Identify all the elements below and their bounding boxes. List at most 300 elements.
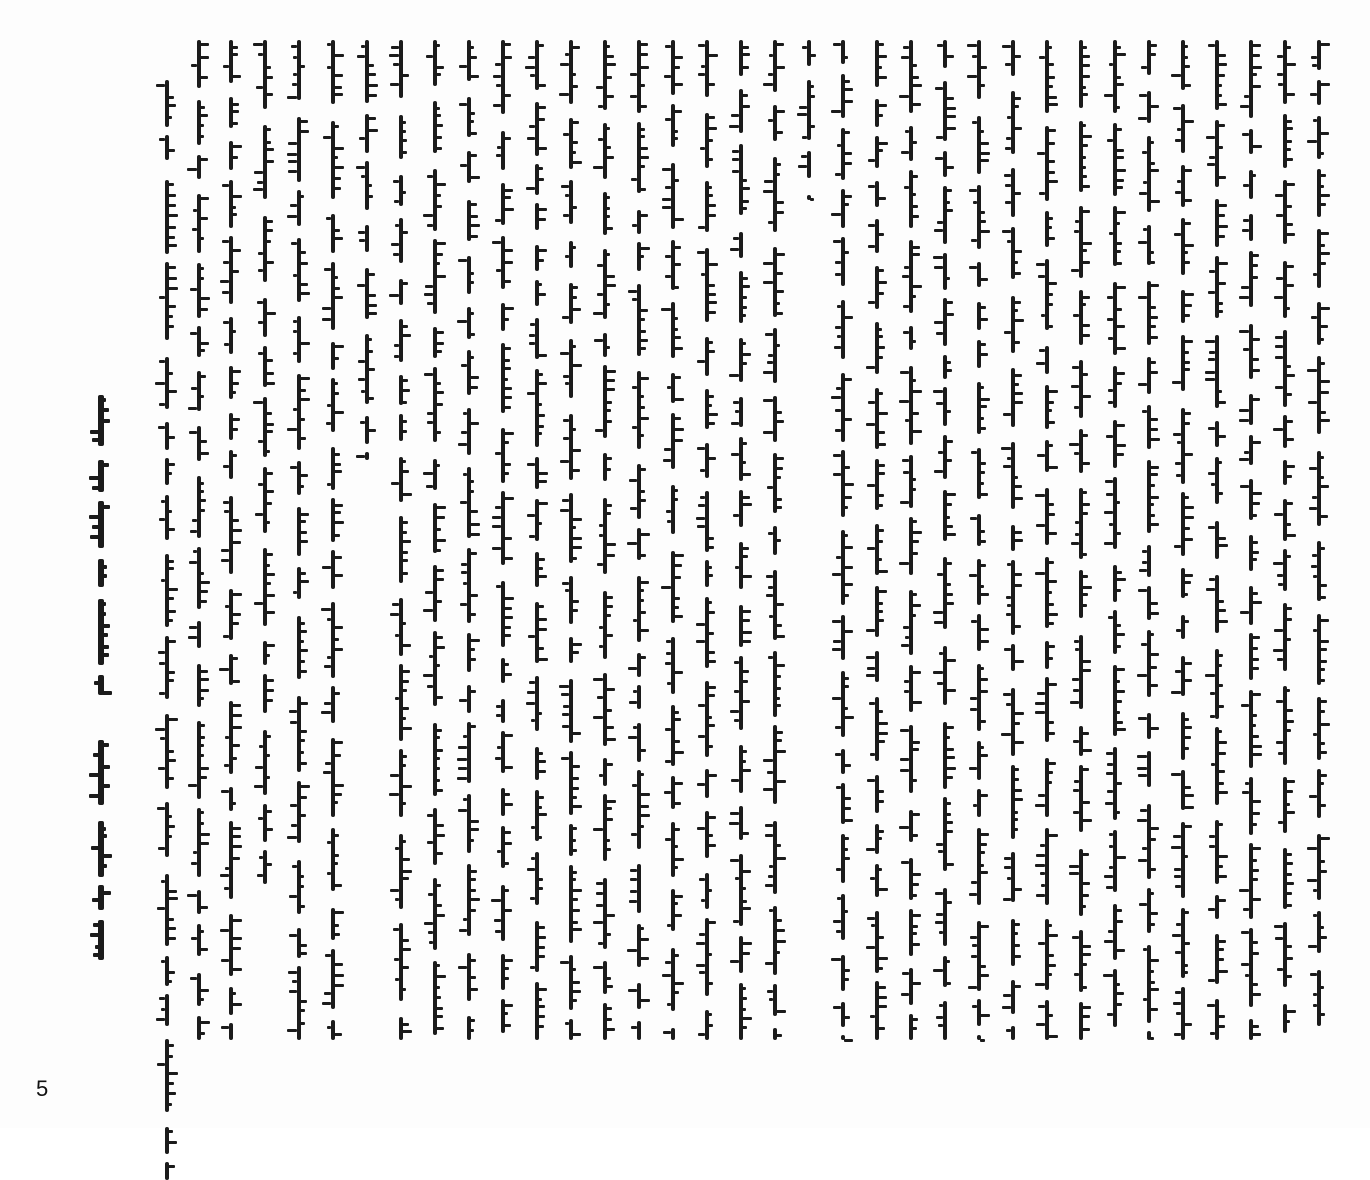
letter-stroke — [470, 889, 476, 892]
letter-stroke — [1041, 884, 1045, 887]
letter-stroke — [1116, 382, 1122, 385]
letter-stroke — [776, 66, 785, 69]
letter-stroke — [837, 305, 841, 308]
word-mark — [637, 40, 641, 113]
letter-stroke — [1209, 845, 1215, 848]
letter-stroke — [878, 412, 888, 415]
letter-stroke — [436, 342, 444, 345]
letter-stroke — [290, 466, 297, 469]
letter-stroke — [1320, 596, 1326, 599]
letter-stroke — [640, 395, 644, 398]
letter-stroke — [742, 997, 747, 1000]
word-mark — [603, 591, 607, 659]
letter-stroke — [980, 640, 989, 643]
letter-stroke — [599, 524, 603, 527]
letter-stroke — [674, 179, 679, 182]
letter-stroke — [1218, 600, 1224, 603]
word-mark — [1215, 335, 1219, 408]
letter-stroke — [878, 732, 888, 735]
letter-stroke — [1116, 325, 1125, 328]
letter-stroke — [1116, 169, 1126, 172]
word-mark — [1215, 575, 1219, 633]
text-column — [1002, 40, 1024, 1080]
letter-stroke — [627, 542, 637, 545]
letter-stroke — [159, 692, 165, 695]
letter-stroke — [763, 190, 773, 193]
letter-stroke — [1116, 372, 1125, 375]
letter-stroke — [200, 689, 209, 692]
letter-stroke — [168, 890, 177, 893]
letter-stroke — [1252, 592, 1258, 595]
letter-stroke — [538, 628, 547, 631]
letter-stroke — [538, 946, 545, 949]
letter-stroke — [256, 86, 263, 89]
letter-stroke — [1150, 981, 1155, 984]
letter-stroke — [223, 261, 229, 264]
letter-stroke — [1082, 768, 1089, 771]
letter-stroke — [1014, 55, 1021, 58]
letter-stroke — [606, 596, 613, 599]
letter-stroke — [1150, 316, 1158, 319]
letter-stroke — [1014, 383, 1019, 386]
letter-stroke — [708, 816, 716, 819]
letter-stroke — [810, 54, 816, 57]
letter-stroke — [460, 603, 467, 606]
letter-stroke — [1184, 971, 1188, 974]
letter-stroke — [361, 390, 365, 393]
word-mark — [1147, 751, 1151, 787]
letter-stroke — [300, 875, 304, 878]
word-mark — [1215, 521, 1219, 559]
letter-stroke — [155, 382, 165, 385]
letter-stroke — [1014, 660, 1024, 663]
text-column — [696, 40, 718, 1080]
letter-stroke — [266, 359, 273, 362]
letter-stroke — [334, 793, 342, 796]
letter-stroke — [1014, 712, 1024, 715]
letter-stroke — [1082, 604, 1087, 607]
word-mark — [875, 775, 879, 813]
letter-stroke — [844, 483, 854, 486]
letter-stroke — [1116, 46, 1121, 49]
letter-stroke — [1218, 791, 1228, 794]
letter-stroke — [457, 320, 467, 323]
letter-stroke — [1116, 721, 1123, 724]
letter-stroke — [1048, 63, 1054, 66]
letter-stroke — [1286, 534, 1296, 537]
letter-stroke — [912, 141, 917, 144]
letter-stroke — [334, 166, 344, 169]
letter-stroke — [1218, 823, 1223, 826]
letter-stroke — [937, 682, 943, 685]
letter-stroke — [776, 201, 784, 204]
letter-stroke — [224, 764, 229, 767]
letter-stroke — [395, 634, 399, 637]
letter-stroke — [742, 750, 747, 753]
letter-stroke — [232, 593, 242, 596]
letter-stroke — [640, 825, 644, 828]
letter-stroke — [1082, 553, 1087, 556]
letter-stroke — [776, 675, 781, 678]
letter-stroke — [769, 615, 773, 618]
letter-stroke — [732, 150, 739, 153]
letter-stroke — [835, 409, 841, 412]
word-mark — [1181, 615, 1185, 639]
letter-stroke — [844, 251, 849, 254]
letter-stroke — [742, 769, 751, 772]
letter-stroke — [1082, 296, 1090, 299]
letter-stroke — [767, 771, 773, 774]
letter-stroke — [266, 261, 274, 264]
letter-stroke — [1150, 1037, 1154, 1040]
letter-stroke — [90, 430, 99, 434]
letter-stroke — [844, 162, 852, 165]
letter-stroke — [1172, 934, 1181, 937]
letter-stroke — [674, 347, 683, 350]
letter-stroke — [538, 354, 547, 357]
letter-stroke — [334, 1033, 342, 1036]
letter-stroke — [1173, 107, 1181, 110]
letter-stroke — [742, 362, 747, 365]
letter-stroke — [436, 183, 446, 186]
letter-stroke — [572, 557, 577, 560]
letter-stroke — [457, 777, 467, 780]
letter-stroke — [708, 395, 714, 398]
letter-stroke — [334, 392, 339, 395]
letter-stroke — [901, 861, 909, 864]
letter-stroke — [1107, 1013, 1113, 1016]
word-mark — [197, 721, 201, 799]
letter-stroke — [1177, 180, 1181, 183]
letter-stroke — [640, 656, 646, 659]
letter-stroke — [810, 95, 815, 98]
word-mark — [807, 80, 811, 140]
letter-stroke — [701, 899, 705, 902]
word-mark — [909, 170, 913, 228]
letter-stroke — [708, 284, 715, 287]
letter-stroke — [735, 566, 739, 569]
word-mark — [535, 318, 539, 359]
letter-stroke — [1184, 662, 1192, 665]
letter-stroke — [1082, 46, 1087, 49]
letter-stroke — [1184, 538, 1193, 541]
letter-stroke — [1320, 723, 1330, 726]
word-mark — [263, 346, 267, 387]
letter-stroke — [973, 201, 977, 204]
word-mark — [197, 621, 201, 648]
word-mark — [433, 631, 437, 706]
letter-stroke — [526, 702, 535, 705]
letter-stroke — [640, 84, 645, 87]
letter-stroke — [1014, 944, 1020, 947]
letter-stroke — [402, 707, 409, 710]
letter-stroke — [526, 187, 535, 190]
letter-stroke — [1014, 301, 1021, 304]
letter-stroke — [1275, 194, 1283, 197]
letter-stroke — [1048, 954, 1054, 957]
letter-stroke — [402, 379, 408, 382]
letter-stroke — [200, 989, 209, 992]
letter-stroke — [1273, 562, 1283, 565]
letter-stroke — [1252, 264, 1258, 267]
letter-stroke — [674, 137, 678, 140]
letter-stroke — [1286, 555, 1291, 558]
letter-stroke — [1277, 658, 1283, 661]
letter-stroke — [189, 431, 197, 434]
letter-stroke — [1150, 473, 1158, 476]
letter-stroke — [470, 828, 479, 831]
letter-stroke — [563, 419, 569, 422]
letter-stroke — [561, 757, 569, 760]
letter-stroke — [904, 690, 909, 693]
letter-stroke — [1139, 569, 1147, 572]
letter-stroke — [394, 355, 399, 358]
letter-stroke — [561, 185, 569, 188]
letter-stroke — [1014, 932, 1018, 935]
letter-stroke — [538, 836, 542, 839]
letter-stroke — [402, 689, 407, 692]
letter-stroke — [232, 156, 238, 159]
word-mark — [1215, 256, 1219, 318]
letter-stroke — [1109, 833, 1113, 836]
letter-stroke — [223, 635, 229, 638]
letter-stroke — [224, 510, 229, 513]
letter-stroke — [538, 878, 543, 881]
letter-stroke — [735, 877, 739, 880]
letter-stroke — [1252, 658, 1259, 661]
letter-stroke — [563, 133, 569, 136]
letter-stroke — [1014, 97, 1021, 100]
word-mark — [1249, 690, 1253, 768]
letter-stroke — [102, 834, 107, 838]
letter-stroke — [395, 847, 399, 850]
word-mark — [297, 40, 301, 100]
word-mark — [1317, 356, 1321, 434]
word-mark — [1113, 830, 1117, 892]
letter-stroke — [504, 318, 509, 321]
letter-stroke — [1252, 276, 1258, 279]
letter-stroke — [1150, 438, 1160, 441]
letter-stroke — [572, 345, 576, 348]
letter-stroke — [1175, 991, 1181, 994]
letter-stroke — [1184, 56, 1188, 59]
letter-stroke — [427, 841, 433, 844]
letter-stroke — [833, 240, 841, 243]
letter-stroke — [1150, 988, 1159, 991]
letter-stroke — [1175, 191, 1181, 194]
letter-stroke — [776, 312, 783, 315]
word-mark — [467, 794, 471, 853]
letter-stroke — [628, 989, 637, 992]
word-mark — [875, 388, 879, 449]
letter-stroke — [436, 1015, 443, 1018]
letter-stroke — [1243, 219, 1249, 222]
letter-stroke — [189, 561, 197, 564]
letter-stroke — [293, 408, 297, 411]
letter-stroke — [606, 156, 614, 159]
letter-stroke — [402, 551, 408, 554]
letter-stroke — [1277, 968, 1283, 971]
letter-stroke — [878, 996, 887, 999]
letter-stroke — [1320, 648, 1327, 651]
letter-stroke — [168, 390, 177, 393]
letter-stroke — [776, 506, 782, 509]
letter-stroke — [1241, 963, 1249, 966]
word-mark — [229, 180, 233, 228]
letter-stroke — [461, 563, 467, 566]
letter-stroke — [1116, 532, 1121, 535]
letter-stroke — [1138, 774, 1147, 777]
letter-stroke — [597, 563, 603, 566]
letter-stroke — [200, 124, 204, 127]
letter-stroke — [1218, 782, 1224, 785]
text-column — [730, 40, 752, 1080]
letter-stroke — [436, 964, 440, 967]
letter-stroke — [224, 887, 229, 890]
letter-stroke — [1116, 856, 1126, 859]
letter-stroke — [1014, 985, 1021, 988]
letter-stroke — [1320, 252, 1330, 255]
letter-stroke — [91, 846, 99, 850]
letter-stroke — [1240, 611, 1249, 614]
letter-stroke — [1218, 74, 1225, 77]
letter-stroke — [300, 418, 305, 421]
letter-stroke — [1184, 244, 1194, 247]
letter-stroke — [1048, 1014, 1053, 1017]
letter-stroke — [1286, 892, 1292, 895]
letter-stroke — [1218, 855, 1228, 858]
letter-stroke — [334, 463, 341, 466]
letter-stroke — [253, 43, 263, 46]
letter-stroke — [769, 998, 773, 1001]
letter-stroke — [168, 640, 176, 643]
letter-stroke — [980, 794, 988, 797]
letter-stroke — [492, 547, 501, 550]
letter-stroke — [1141, 66, 1147, 69]
letter-stroke — [300, 398, 310, 401]
letter-stroke — [334, 74, 343, 77]
letter-stroke — [674, 417, 681, 420]
letter-stroke — [1244, 451, 1249, 454]
letter-stroke — [1173, 835, 1181, 838]
text-column — [832, 40, 854, 1080]
letter-stroke — [428, 893, 433, 896]
letter-stroke — [640, 318, 645, 321]
letter-stroke — [868, 401, 875, 404]
word-mark — [1147, 713, 1151, 739]
letter-stroke — [1038, 794, 1045, 797]
letter-stroke — [1116, 222, 1120, 225]
letter-stroke — [878, 443, 886, 446]
word-mark — [535, 499, 539, 541]
letter-stroke — [1184, 496, 1189, 499]
letter-stroke — [844, 630, 853, 633]
letter-stroke — [168, 1103, 172, 1106]
word-mark — [1045, 758, 1049, 817]
letter-stroke — [436, 464, 440, 467]
letter-stroke — [844, 677, 849, 680]
letter-stroke — [708, 660, 716, 663]
letter-stroke — [572, 1033, 581, 1036]
letter-stroke — [572, 651, 579, 654]
letter-stroke — [866, 848, 875, 851]
letter-stroke — [161, 880, 165, 883]
letter-stroke — [300, 944, 307, 947]
letter-stroke — [946, 726, 954, 729]
letter-stroke — [1286, 709, 1293, 712]
letter-stroke — [470, 613, 476, 616]
letter-stroke — [427, 302, 433, 305]
letter-stroke — [266, 611, 275, 614]
letter-stroke — [946, 821, 953, 824]
word-mark — [1011, 852, 1015, 902]
letter-stroke — [1286, 46, 1291, 49]
word-mark — [705, 443, 709, 478]
letter-stroke — [1184, 222, 1191, 225]
word-mark — [229, 821, 233, 899]
letter-stroke — [844, 466, 850, 469]
letter-stroke — [599, 645, 603, 648]
letter-stroke — [560, 460, 569, 463]
letter-stroke — [504, 1012, 508, 1015]
letter-stroke — [1286, 811, 1295, 814]
letter-stroke — [776, 603, 784, 606]
letter-stroke — [1048, 401, 1054, 404]
letter-stroke — [1208, 472, 1215, 475]
letter-stroke — [220, 929, 229, 932]
letter-stroke — [232, 382, 239, 385]
word-mark — [705, 40, 709, 97]
letter-stroke — [631, 1026, 637, 1029]
letter-stroke — [742, 640, 751, 643]
letter-stroke — [334, 287, 340, 290]
letter-stroke — [768, 119, 773, 122]
letter-stroke — [1176, 629, 1181, 632]
letter-stroke — [1082, 303, 1086, 306]
letter-stroke — [232, 145, 242, 148]
letter-stroke — [360, 421, 365, 424]
word-mark — [297, 316, 301, 363]
letter-stroke — [946, 525, 953, 528]
letter-stroke — [200, 56, 209, 59]
word-mark — [535, 602, 539, 663]
letter-stroke — [168, 104, 176, 107]
letter-stroke — [708, 686, 716, 689]
letter-stroke — [334, 534, 340, 537]
letter-stroke — [168, 277, 177, 280]
letter-stroke — [1082, 819, 1092, 822]
letter-stroke — [1320, 262, 1326, 265]
letter-stroke — [326, 217, 331, 220]
word-mark — [1283, 460, 1287, 485]
letter-stroke — [266, 810, 272, 813]
letter-stroke — [1218, 262, 1228, 265]
letter-stroke — [1276, 700, 1283, 703]
letter-stroke — [1286, 420, 1293, 423]
letter-stroke — [768, 875, 773, 878]
letter-stroke — [802, 46, 807, 49]
letter-stroke — [1205, 371, 1215, 374]
letter-stroke — [1286, 945, 1292, 948]
letter-stroke — [300, 751, 304, 754]
letter-stroke — [1286, 618, 1292, 621]
letter-stroke — [1143, 181, 1147, 184]
word-mark — [467, 548, 471, 623]
letter-stroke — [528, 635, 535, 638]
word-mark — [569, 637, 573, 663]
letter-stroke — [300, 195, 304, 198]
letter-stroke — [402, 151, 407, 154]
